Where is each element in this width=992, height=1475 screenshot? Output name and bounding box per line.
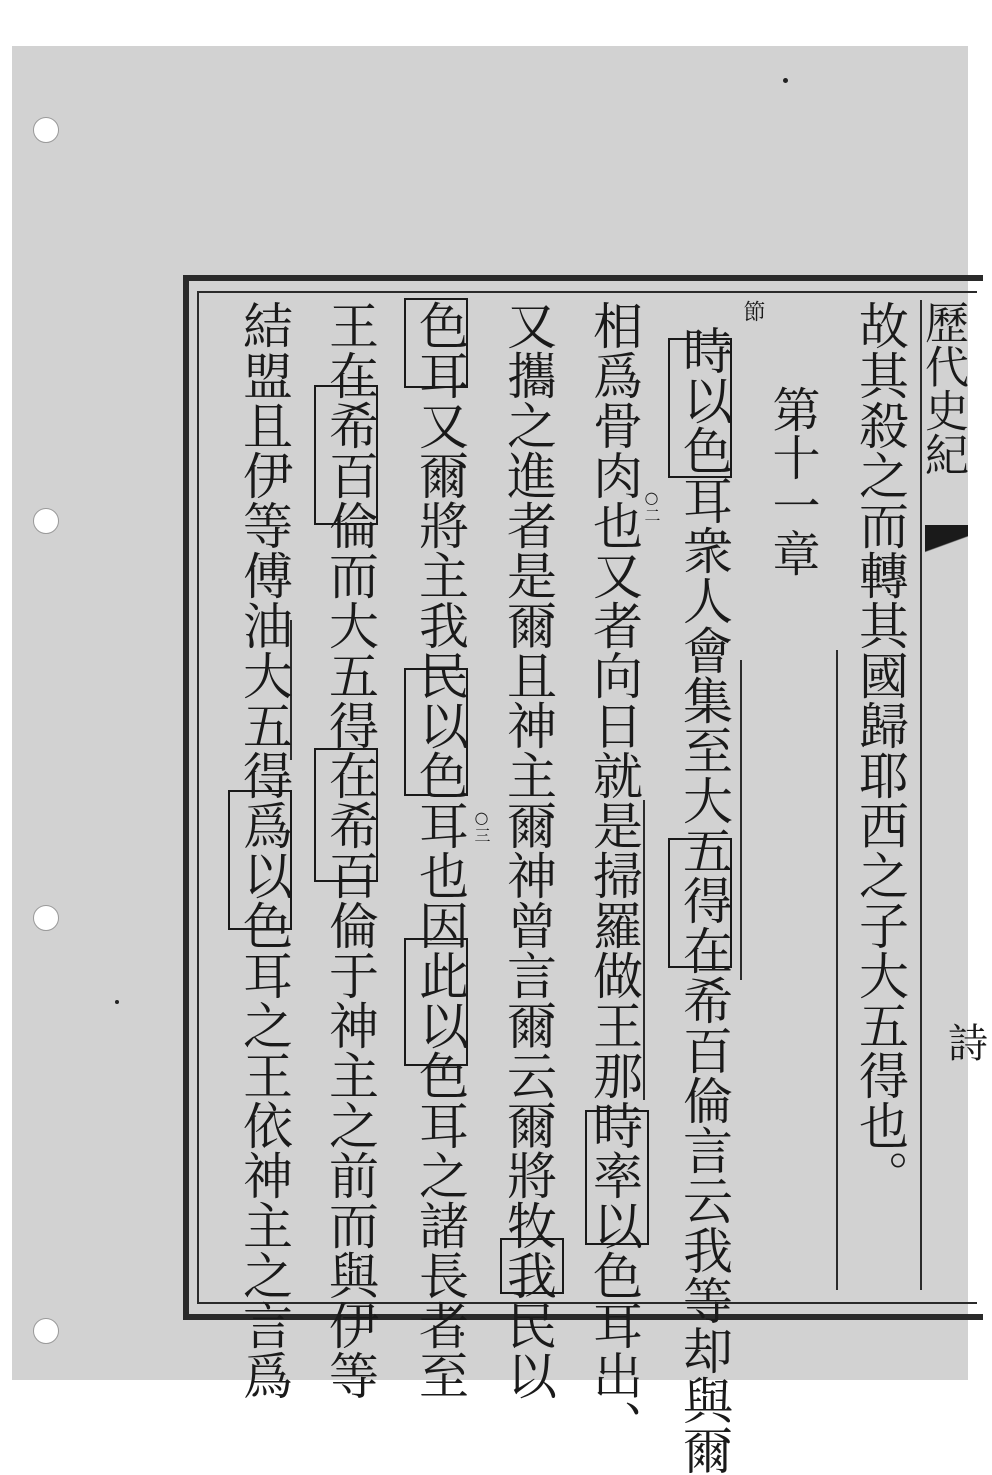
name-box [228,790,292,930]
edge-character: 詩 [948,1021,988,1067]
text-column-5: 色耳又爾將主我民以色耳也因此以色耳之諸長者至 [411,300,469,1400]
column-rule [836,650,838,1290]
punch-hole [33,1318,59,1344]
chapter-heading: 第十一章 [764,385,820,577]
name-box [668,838,732,968]
text-column-4: 又攜之進者是爾且神主爾神曾言爾云爾將牧我民以 [499,300,557,1400]
name-box [585,1110,649,1245]
ink-speck [115,1000,119,1004]
ink-speck [783,78,788,83]
punch-hole [33,905,59,931]
text-column-7: 結盟且伊等傅油大五得爲以色耳之王依神主之言爲 [235,300,293,1400]
name-box [500,1238,564,1294]
name-box [314,385,378,525]
circle-mark: ○二 [642,488,661,523]
text-column-1: 故其殺之而轉其國歸耶西之子大五得也。 [851,300,909,1200]
name-box [404,298,468,388]
name-box [668,338,732,478]
marginal-note: 節 [740,300,765,322]
running-title: 歷代史紀 [917,300,968,476]
text-column-2: 時以色耳衆人會集至大五得在希百倫言云我等却與爾 [675,325,733,1475]
name-box [404,668,468,796]
punch-hole [33,508,59,534]
circle-mark: ○三 [472,808,491,843]
text-column-6: 王在希百倫而大五得在希百倫于神主之前而與伊等 [321,300,379,1400]
name-box [404,938,468,1066]
punch-hole [33,117,59,143]
fishtail-ornament [925,525,968,575]
text-column-3: 相爲骨肉也又者向日就是掃羅做王那時率以色耳出、 [585,300,643,1450]
name-box [314,748,378,882]
